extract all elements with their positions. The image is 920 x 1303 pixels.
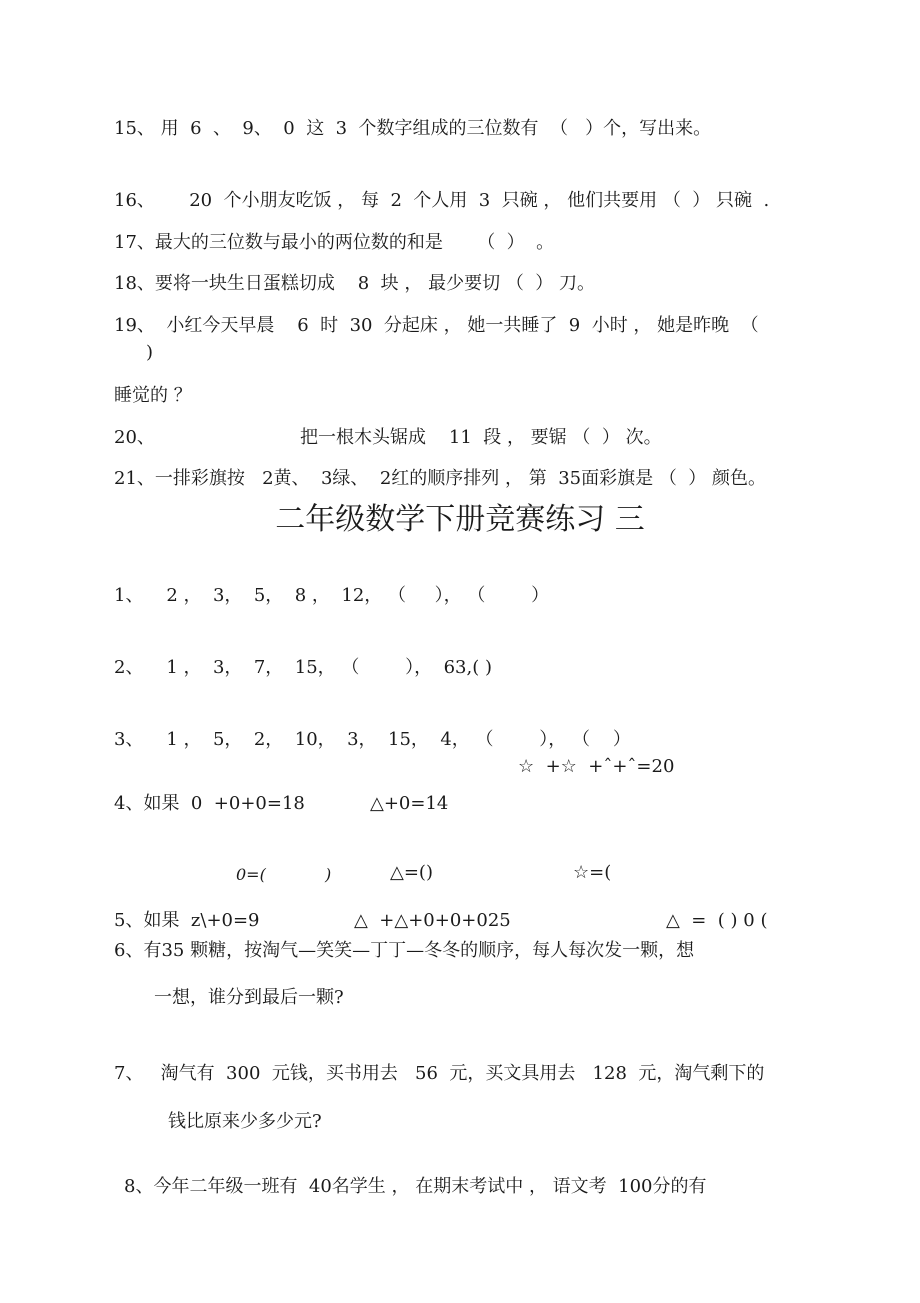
question-16: 16、 20 个小朋友吃饭 ， 每 2 个人用 3 只碗 ， 他们共要用 （ ） 只碗 .: [114, 190, 770, 211]
question-15: 15、 用 6 、 9、 0 这 3 个数字组成的三位数有 （ ）个，写出来。: [114, 118, 712, 139]
question-b-8-line1: 8、今年二年级一班有 40名学生 ， 在期末考试中 ， 语文考 100分的有: [124, 1176, 707, 1197]
question-b-5-part1: 5、如果 z\+0=9: [114, 910, 260, 931]
question-b-3: 3、 1 ， 5， 2， 10， 3， 15， 4， （ ）， （ ）: [114, 729, 631, 750]
question-b-1: 1、 2 ， 3， 5， 8 ， 12， （ ）， （ ）: [114, 585, 550, 606]
question-b-5-part2: △ +△+0+0+025: [354, 910, 511, 931]
question-b-4-equation-top: ☆ +☆ +ˆ+ˆ=20: [518, 756, 675, 777]
question-b-6-line2: 一想，谁分到最后一颗?: [154, 987, 344, 1008]
question-b-4-part1: 4、如果 0 +0+0=18: [114, 793, 305, 814]
answer-blank-c: ☆=(: [573, 862, 612, 883]
question-17: 17、最大的三位数与最小的两位数的和是 （ ） 。: [114, 232, 555, 253]
question-19-line3: 睡觉的 ？: [114, 385, 192, 406]
question-b-7-line2: 钱比原来少多少元?: [168, 1111, 322, 1132]
answer-blank-a-close: ): [325, 865, 332, 884]
question-21: 21、一排彩旗按 2黄、 3绿、 2红的顺序排列 ， 第 35面彩旗是 （ ） 颜色。: [114, 468, 766, 489]
question-20-text: 把一根木头锯成 11 段 ， 要锯 （ ） 次。: [300, 427, 662, 448]
question-19-line2: ): [146, 342, 154, 363]
question-b-7-line1: 7、 淘气有 300 元钱，买书用去 56 元，买文具用去 128 元，淘气剩下的: [114, 1063, 765, 1084]
question-19-line1: 19、 小红今天早晨 6 时 30 分起床 ， 她一共睡了 9 小时 ， 她是昨晚 （: [114, 315, 759, 336]
question-18: 18、要将一块生日蛋糕切成 8 块 ， 最少要切 （ ） 刀。: [114, 273, 596, 294]
section-title: 二年级数学下册竞赛练习 三: [275, 502, 645, 537]
question-b-4-part2: △+0=14: [370, 793, 449, 814]
question-20-number: 20、: [114, 427, 155, 448]
question-b-2: 2、 1 ， 3， 7， 15， （ ）， 63,( ): [114, 657, 492, 678]
answer-blank-a: 0=(: [236, 865, 266, 884]
answer-blank-b: △=(): [390, 862, 433, 883]
question-b-6-line1: 6、有35 颗糖，按淘气—笑笑—丁丁—冬冬的顺序，每人每次发一颗，想: [114, 940, 695, 961]
question-b-5-part3: △ = ( ) 0 (: [666, 910, 768, 931]
